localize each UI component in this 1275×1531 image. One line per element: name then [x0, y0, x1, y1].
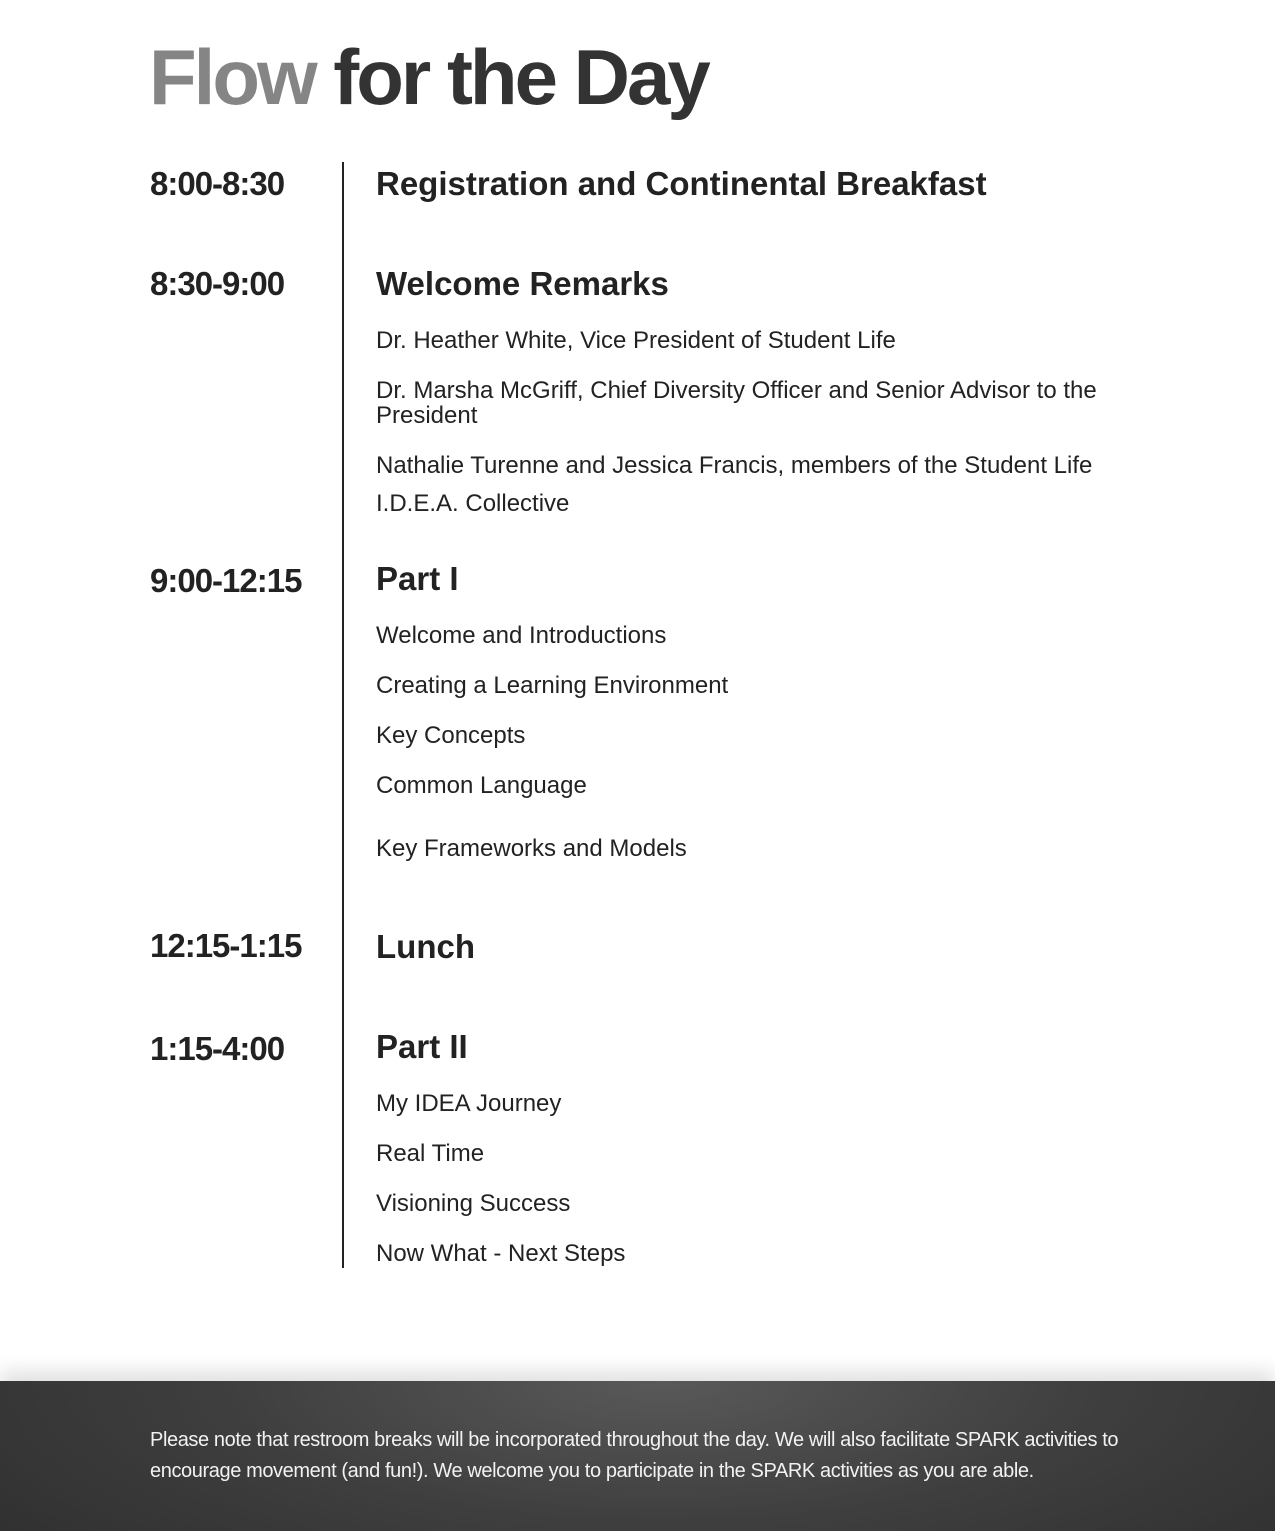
agenda-item: Key Frameworks and Models: [376, 835, 687, 862]
speaker-item: Dr. Marsha McGriff, Chief Diversity Officer and Senior Advisor to the President: [376, 377, 1097, 429]
agenda-item: Welcome and Introductions: [376, 622, 667, 649]
speaker-item: I.D.E.A. Collective: [376, 490, 570, 517]
page-title-part-1: Flow: [149, 33, 315, 121]
session-heading-registration: Registration and Continental Breakfast: [376, 165, 987, 202]
time-slot-lunch: 12:15-1:15: [150, 927, 302, 964]
page-title: [149, 33, 708, 121]
speaker-item: Nathalie Turenne and Jessica Francis, members of the Student Life: [376, 452, 1093, 479]
agenda-item: Real Time: [376, 1140, 485, 1167]
agenda-item: My IDEA Journey: [376, 1090, 562, 1117]
session-heading-welcome: Welcome Remarks: [376, 265, 669, 302]
time-slot-part-1: 9:00-12:15: [150, 562, 302, 599]
session-heading-part-1: Part I: [376, 560, 459, 597]
agenda-item: Visioning Success: [376, 1190, 571, 1217]
agenda-item: Key Concepts: [376, 722, 526, 749]
time-slot-part-2: 1:15-4:00: [150, 1030, 285, 1067]
speaker-item: Dr. Heather White, Vice President of Student Life: [376, 327, 896, 354]
agenda-item: Creating a Learning Environment: [376, 672, 729, 699]
timeline-divider: [342, 162, 344, 1268]
agenda-item: Common Language: [376, 772, 587, 799]
time-slot-welcome: 8:30-9:00: [150, 265, 285, 302]
page-title-part-2: for the Day: [314, 33, 708, 121]
session-heading-part-2: Part II: [376, 1028, 468, 1065]
session-heading-lunch: Lunch: [376, 928, 475, 965]
time-slot-registration: 8:00-8:30: [150, 165, 285, 202]
footer-note: Please note that restroom breaks will be incorporated throughout the day. We will also facilitate SPARK activities to encourage movement (and fun!). We welcome you to participate in the SPARK activities as you are able.: [150, 1429, 1119, 1482]
agenda-item: Now What - Next Steps: [376, 1240, 626, 1267]
